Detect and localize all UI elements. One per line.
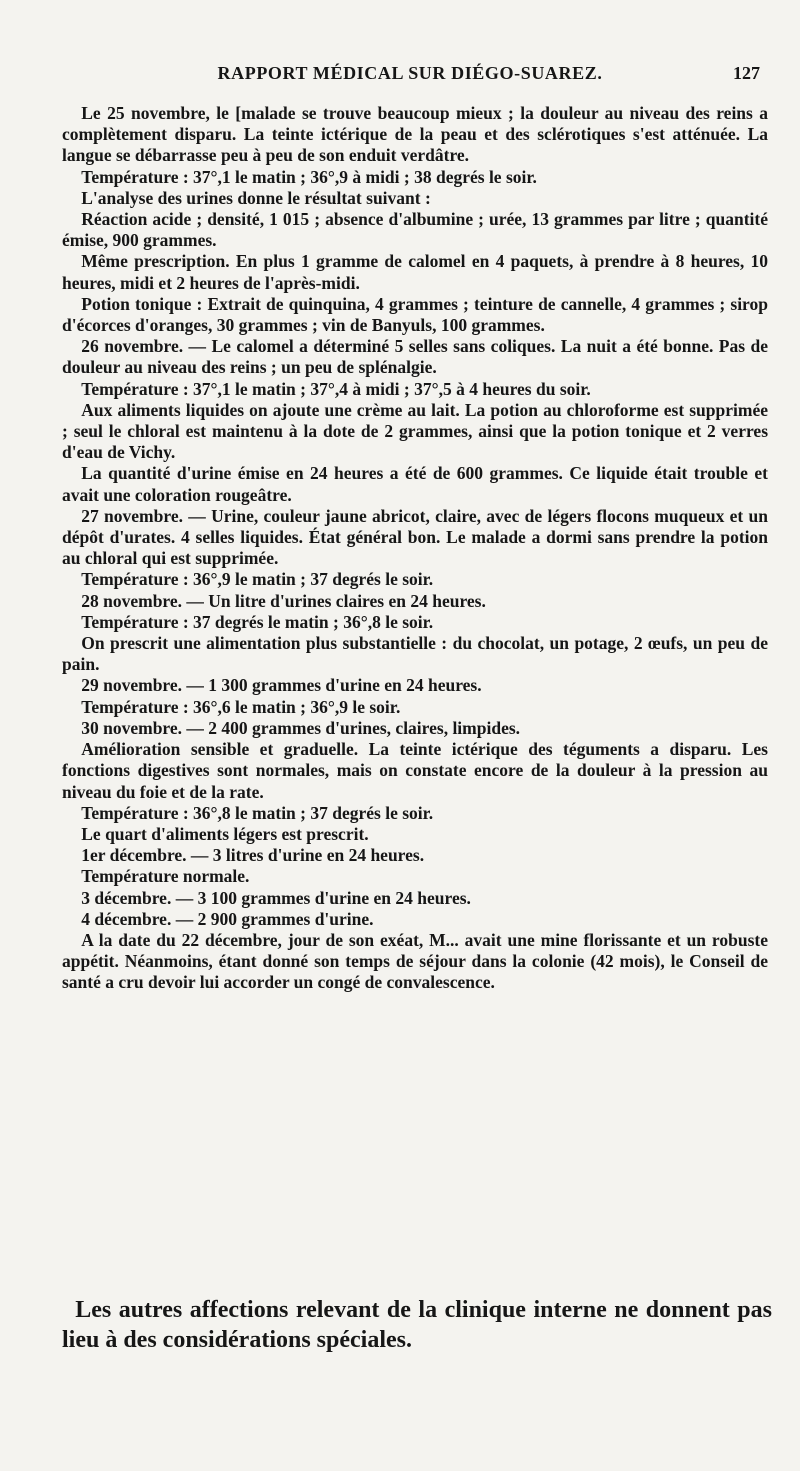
paragraph: Réaction acide ; densité, 1 015 ; absence d'albumine ; urée, 13 grammes par litre ; quantité émise, 900 grammes. xyxy=(62,209,768,251)
paragraph: Température : 36°,6 le matin ; 36°,9 le soir. xyxy=(81,696,401,717)
paragraph: Aux aliments liquides on ajoute une crème au lait. La potion au chloroforme est supprimée ; seul le chloral est maintenu à la dote de 2 grammes, ainsi que la potion tonique et 2 verres d'eau de Vichy. xyxy=(62,399,768,463)
paragraph: 27 novembre. — Urine, couleur jaune abricot, claire, avec de légers flocons muqueux et un dépôt d'urates. 4 selles liquides. État général bon. Le malade a dormi sans prendre la potion au chloral qui est supprimée. xyxy=(62,505,768,569)
paragraph: 28 novembre. — Un litre d'urines claires en 24 heures. xyxy=(81,590,486,611)
paragraph: La quantité d'urine émise en 24 heures a été de 600 grammes. Ce liquide était trouble et avait une coloration rougeâtre. xyxy=(62,463,768,505)
paragraph: Température : 37°,1 le matin ; 36°,9 à midi ; 38 degrés le soir. xyxy=(81,166,537,187)
paragraph: 30 novembre. — 2 400 grammes d'urines, claires, limpides. xyxy=(81,717,521,738)
paragraph: Température : 36°,9 le matin ; 37 degrés le soir. xyxy=(81,569,434,590)
closing-section xyxy=(62,1295,772,1355)
page-number: 127 xyxy=(733,63,760,83)
paragraph: Température : 37 degrés le matin ; 36°,8 le soir. xyxy=(81,611,434,632)
running-head xyxy=(60,63,760,87)
paragraph: L'analyse des urines donne le résultat suivant : xyxy=(81,187,431,208)
paragraph: Potion tonique : Extrait de quinquina, 4 grammes ; teinture de cannelle, 4 grammes ; sirop d'écorces d'oranges, 30 grammes ; vin de Banyuls, 100 grammes. xyxy=(62,293,768,336)
body-text xyxy=(62,103,768,994)
paragraph: 4 décembre. — 2 900 grammes d'urine. xyxy=(81,908,374,929)
paragraph: 26 novembre. — Le calomel a déterminé 5 selles sans coliques. La nuit a été bonne. Pas de douleur au niveau des reins ; un peu de splénalgie. xyxy=(62,336,768,378)
paragraph: Température : 36°,8 le matin ; 37 degrés le soir. xyxy=(81,802,434,823)
paragraph: Amélioration sensible et graduelle. La teinte ictérique des téguments a disparu. Les fonctions digestives sont normales, mais on constate encore de la douleur à la pression au niveau du foie et de la rate. xyxy=(62,739,768,802)
paragraph: 29 novembre. — 1 300 grammes d'urine en 24 heures. xyxy=(81,675,482,696)
paragraph: Même prescription. En plus 1 gramme de calomel en 4 paquets, à prendre à 8 heures, 10 heures, midi et 2 heures de l'après-midi. xyxy=(62,251,768,293)
paragraph: 1er décembre. — 3 litres d'urine en 24 heures. xyxy=(81,845,425,866)
paragraph: Température : 37°,1 le matin ; 37°,4 à midi ; 37°,5 à 4 heures du soir. xyxy=(81,378,591,399)
closing-paragraph: Les autres affections relevant de la clinique interne ne donnent pas lieu à des considérations spéciales. xyxy=(62,1297,772,1353)
paragraph: Le quart d'aliments légers est prescrit. xyxy=(81,823,369,844)
paragraph: On prescrit une alimentation plus substantielle : du chocolat, un potage, 2 œufs, un peu de pain. xyxy=(62,633,768,675)
running-title: RAPPORT MÉDICAL SUR DIÉGO-SUAREZ. xyxy=(217,63,603,83)
paragraph: 3 décembre. — 3 100 grammes d'urine en 24 heures. xyxy=(81,887,471,908)
paragraph: Le 25 novembre, le [malade se trouve beaucoup mieux ; la douleur au niveau des reins a complètement disparu. La teinte ictérique de la peau et des sclérotiques s'est atténuée. La langue se débarrasse peu à peu de son enduit verdâtre. xyxy=(62,103,768,166)
paragraph: A la date du 22 décembre, jour de son exéat, M... avait une mine florissante et un robuste appétit. Néanmoins, étant donné son temps de séjour dans la colonie (42 mois), le Conseil de santé a cru devoir lui accorder un congé de convalescence. xyxy=(62,929,768,993)
paragraph: Température normale. xyxy=(81,866,250,887)
